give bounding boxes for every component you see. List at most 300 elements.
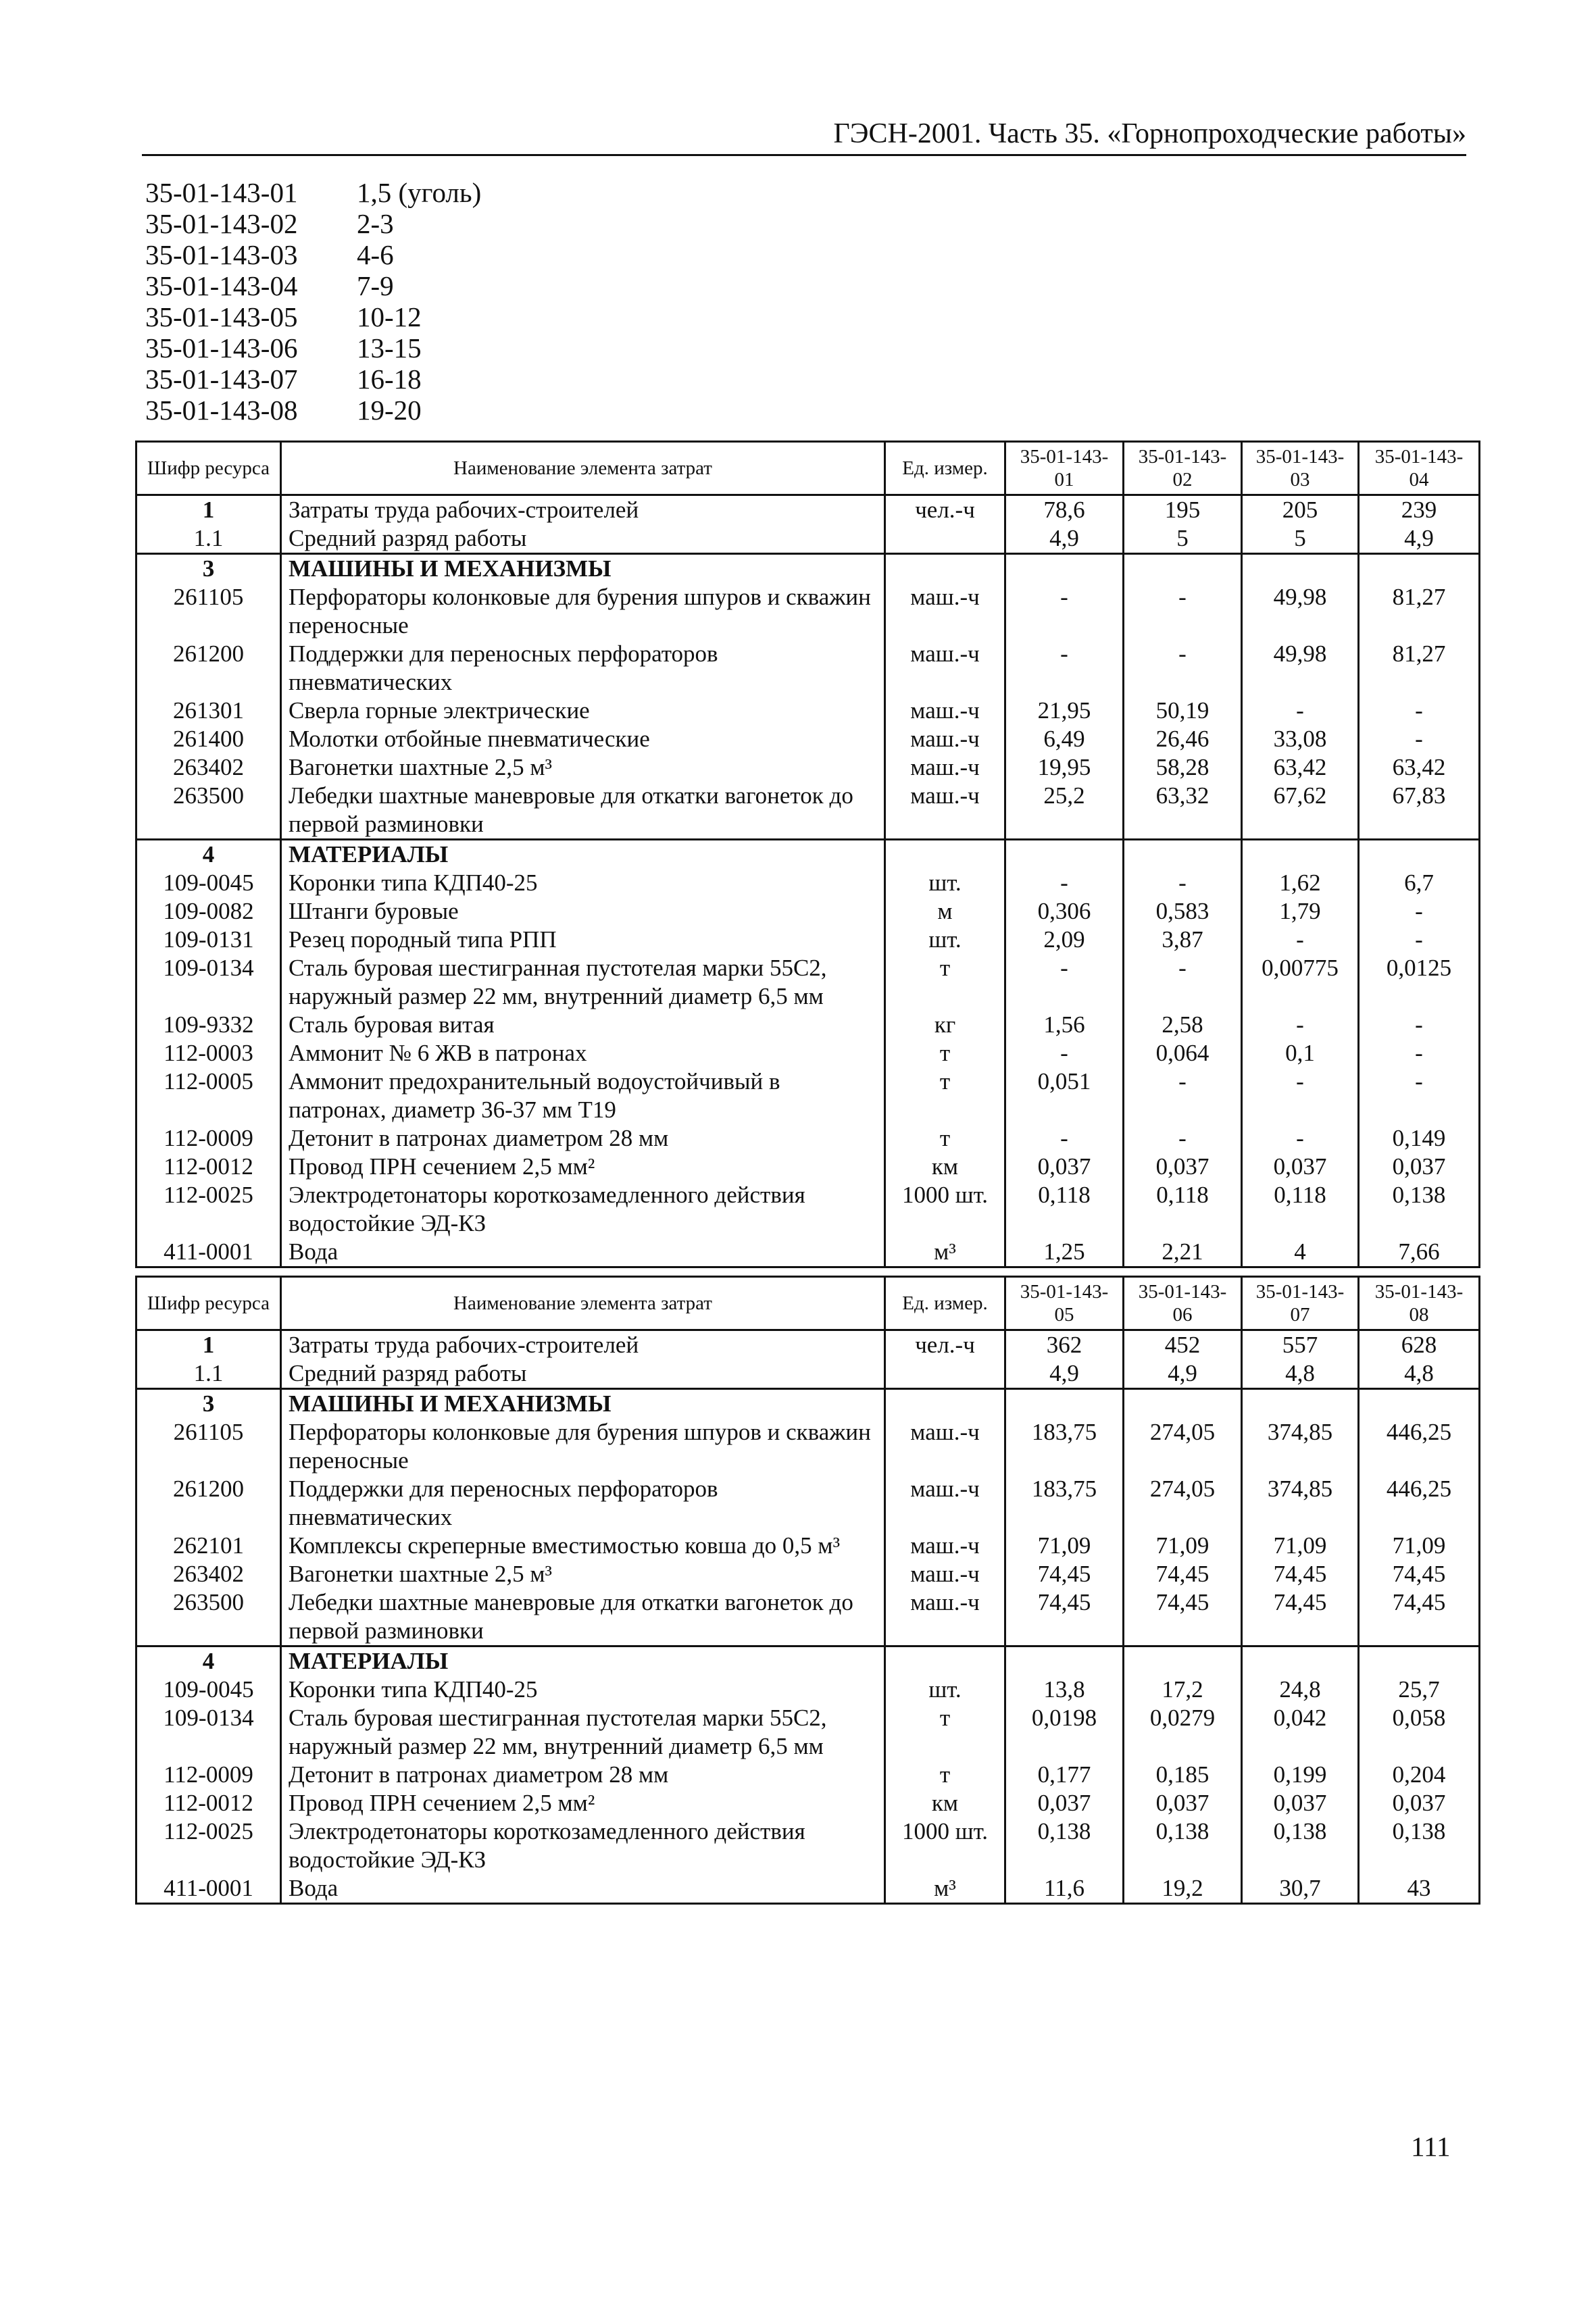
code-row xyxy=(145,332,481,363)
cost-element-name: Коронки типа КДП40-25 xyxy=(281,1676,885,1704)
table-row xyxy=(136,524,1480,554)
table-row xyxy=(136,1124,1480,1153)
code-id: 35-01-143-08 xyxy=(145,395,298,426)
norm-value: 49,98 xyxy=(1242,640,1359,697)
code-range: 7-9 xyxy=(357,270,394,301)
norm-value: 374,85 xyxy=(1242,1418,1359,1475)
norm-value xyxy=(1124,1389,1242,1419)
norm-value: 50,19 xyxy=(1124,697,1242,725)
table-row xyxy=(136,897,1480,926)
unit: 1000 шт. xyxy=(885,1817,1005,1874)
cost-element-name: МАТЕРИАЛЫ xyxy=(281,1646,885,1676)
code-id: 35-01-143-01 xyxy=(145,177,298,208)
norm-value: 25,7 xyxy=(1359,1676,1480,1704)
norm-value: 81,27 xyxy=(1359,583,1480,640)
table-row xyxy=(136,1389,1480,1419)
table-row xyxy=(136,1475,1480,1532)
unit xyxy=(885,554,1005,584)
norm-value: 6,7 xyxy=(1359,869,1480,897)
norm-value: 74,45 xyxy=(1005,1560,1124,1588)
code-id: 35-01-143-03 xyxy=(145,239,298,270)
norm-value: - xyxy=(1005,640,1124,697)
norm-value: 0,118 xyxy=(1124,1181,1242,1238)
norm-value: - xyxy=(1242,697,1359,725)
norm-value: 81,27 xyxy=(1359,640,1480,697)
column-header: Шифр ресурса xyxy=(136,1277,281,1330)
norm-value: 71,09 xyxy=(1124,1532,1242,1560)
norm-value: - xyxy=(1359,697,1480,725)
norm-value: 21,95 xyxy=(1005,697,1124,725)
resource-code: 263500 xyxy=(136,1588,281,1646)
norm-value: 71,09 xyxy=(1359,1532,1480,1560)
norm-value: 0,204 xyxy=(1359,1761,1480,1789)
norm-value: 1,25 xyxy=(1005,1238,1124,1267)
norm-value: 0,0198 xyxy=(1005,1704,1124,1761)
norm-value: 6,49 xyxy=(1005,725,1124,753)
code-id: 35-01-143-05 xyxy=(145,301,298,332)
unit: маш.-ч xyxy=(885,782,1005,840)
norm-value: 4,9 xyxy=(1005,1359,1124,1389)
unit: м³ xyxy=(885,1874,1005,1904)
norm-value: 0,037 xyxy=(1005,1789,1124,1817)
norm-value: 2,09 xyxy=(1005,926,1124,954)
column-header: Наименование элемента затрат xyxy=(281,442,885,495)
unit: м xyxy=(885,897,1005,926)
resource-code: 112-0005 xyxy=(136,1067,281,1124)
norm-value: 74,45 xyxy=(1005,1588,1124,1646)
norm-value: - xyxy=(1359,897,1480,926)
cost-element-name: Затраты труда рабочих-строителей xyxy=(281,495,885,525)
norm-value: 7,66 xyxy=(1359,1238,1480,1267)
unit: 1000 шт. xyxy=(885,1181,1005,1238)
norm-value: - xyxy=(1124,1067,1242,1124)
norm-value: 33,08 xyxy=(1242,725,1359,753)
table-row xyxy=(136,1789,1480,1817)
code-range: 4-6 xyxy=(357,239,394,270)
column-header: 35-01-143-06 xyxy=(1124,1277,1242,1330)
code-id: 35-01-143-04 xyxy=(145,270,298,301)
resource-code: 411-0001 xyxy=(136,1238,281,1267)
code-range: 13-15 xyxy=(357,332,422,363)
cost-element-name: Резец породный типа РПП xyxy=(281,926,885,954)
cost-element-name: МАШИНЫ И МЕХАНИЗМЫ xyxy=(281,554,885,584)
unit: т xyxy=(885,1761,1005,1789)
unit: маш.-ч xyxy=(885,1418,1005,1475)
cost-element-name: Вода xyxy=(281,1238,885,1267)
unit xyxy=(885,840,1005,870)
norm-value: 63,42 xyxy=(1359,753,1480,782)
norm-value: - xyxy=(1005,1039,1124,1067)
table-row xyxy=(136,697,1480,725)
cost-element-name: Перфораторы колонковые для бурения шпуров и скважин переносные xyxy=(281,583,885,640)
norm-value: 446,25 xyxy=(1359,1418,1480,1475)
code-range: 1,5 (уголь) xyxy=(357,177,482,208)
norm-value xyxy=(1124,554,1242,584)
table-row xyxy=(136,1330,1480,1360)
code-row xyxy=(145,301,481,332)
norm-value: 26,46 xyxy=(1124,725,1242,753)
cost-element-name: Провод ПРН сечением 2,5 мм² xyxy=(281,1153,885,1181)
norm-value: 0,177 xyxy=(1005,1761,1124,1789)
resource-code: 263402 xyxy=(136,1560,281,1588)
page-header xyxy=(142,114,1466,156)
norm-value: 205 xyxy=(1242,495,1359,525)
unit: чел.-ч xyxy=(885,495,1005,525)
table-row xyxy=(136,1560,1480,1588)
norm-value: 0,138 xyxy=(1005,1817,1124,1874)
unit: т xyxy=(885,954,1005,1011)
table-header-row xyxy=(136,442,1480,495)
norm-value xyxy=(1242,554,1359,584)
norm-value: - xyxy=(1359,926,1480,954)
table-header-row xyxy=(136,1277,1480,1330)
table-row xyxy=(136,1761,1480,1789)
norm-value: 4,9 xyxy=(1124,1359,1242,1389)
unit: маш.-ч xyxy=(885,697,1005,725)
table-row xyxy=(136,1817,1480,1874)
norm-table-2 xyxy=(135,1276,1480,1905)
cost-element-name: Сталь буровая витая xyxy=(281,1011,885,1039)
column-header: 35-01-143-05 xyxy=(1005,1277,1124,1330)
norm-value: - xyxy=(1005,1124,1124,1153)
resource-code: 109-0134 xyxy=(136,1704,281,1761)
resource-code: 112-0009 xyxy=(136,1124,281,1153)
column-header: 35-01-143-03 xyxy=(1242,442,1359,495)
norm-value xyxy=(1005,1389,1124,1419)
table-row xyxy=(136,1238,1480,1267)
norm-value: 362 xyxy=(1005,1330,1124,1360)
resource-code: 261200 xyxy=(136,1475,281,1532)
table-row xyxy=(136,495,1480,525)
table-row xyxy=(136,1676,1480,1704)
resource-code: 109-0082 xyxy=(136,897,281,926)
cost-element-name: Комплексы скреперные вместимостью ковша до 0,5 м³ xyxy=(281,1532,885,1560)
unit: маш.-ч xyxy=(885,583,1005,640)
table-row xyxy=(136,869,1480,897)
unit: т xyxy=(885,1124,1005,1153)
norm-value: 24,8 xyxy=(1242,1676,1359,1704)
unit xyxy=(885,1389,1005,1419)
cost-element-name: Лебедки шахтные маневровые для откатки вагонеток до первой разминовки xyxy=(281,1588,885,1646)
code-range: 2-3 xyxy=(357,208,394,239)
norm-value: - xyxy=(1005,869,1124,897)
norm-value: 0,1 xyxy=(1242,1039,1359,1067)
code-id: 35-01-143-07 xyxy=(145,363,298,395)
norm-value xyxy=(1005,554,1124,584)
resource-code: 3 xyxy=(136,1389,281,1419)
norm-value: 25,2 xyxy=(1005,782,1124,840)
norm-value xyxy=(1005,1646,1124,1676)
norm-value: 19,95 xyxy=(1005,753,1124,782)
unit: шт. xyxy=(885,926,1005,954)
norm-value: 0,0125 xyxy=(1359,954,1480,1011)
norm-value: 3,87 xyxy=(1124,926,1242,954)
norm-value: 0,118 xyxy=(1242,1181,1359,1238)
norm-value: 4,9 xyxy=(1359,524,1480,554)
table-row xyxy=(136,1039,1480,1067)
table-row xyxy=(136,1532,1480,1560)
norm-value: 1,56 xyxy=(1005,1011,1124,1039)
code-id: 35-01-143-02 xyxy=(145,208,298,239)
norm-value: 1,62 xyxy=(1242,869,1359,897)
resource-code: 411-0001 xyxy=(136,1874,281,1904)
norm-value: 0,051 xyxy=(1005,1067,1124,1124)
norm-value: 74,45 xyxy=(1242,1560,1359,1588)
table-row xyxy=(136,1874,1480,1904)
norm-value: 67,62 xyxy=(1242,782,1359,840)
norm-value xyxy=(1359,1646,1480,1676)
norm-value: 0,149 xyxy=(1359,1124,1480,1153)
norm-value: 2,58 xyxy=(1124,1011,1242,1039)
norm-value: 452 xyxy=(1124,1330,1242,1360)
unit: маш.-ч xyxy=(885,640,1005,697)
norm-value: 274,05 xyxy=(1124,1418,1242,1475)
norm-value: 0,306 xyxy=(1005,897,1124,926)
unit: т xyxy=(885,1067,1005,1124)
norm-value: 0,037 xyxy=(1359,1789,1480,1817)
resource-code: 1 xyxy=(136,1330,281,1360)
norm-value: - xyxy=(1005,954,1124,1011)
cost-element-name: Вагонетки шахтные 2,5 м³ xyxy=(281,753,885,782)
norm-value: 183,75 xyxy=(1005,1475,1124,1532)
code-row xyxy=(145,363,481,395)
cost-element-name: Перфораторы колонковые для бурения шпуров и скважин переносные xyxy=(281,1418,885,1475)
resource-code: 3 xyxy=(136,554,281,584)
unit: м³ xyxy=(885,1238,1005,1267)
norm-value: 49,98 xyxy=(1242,583,1359,640)
unit xyxy=(885,1646,1005,1676)
table-row xyxy=(136,782,1480,840)
cost-element-name: Аммонит предохранительный водоустойчивый в патронах, диаметр 36-37 мм Т19 xyxy=(281,1067,885,1124)
code-row xyxy=(145,270,481,301)
table-row xyxy=(136,725,1480,753)
code-list xyxy=(145,177,481,426)
column-header: Ед. измер. xyxy=(885,442,1005,495)
cost-element-name: Сталь буровая шестигранная пустотелая марки 55С2, наружный размер 22 мм, внутренний диаметр 6,5 мм xyxy=(281,954,885,1011)
unit: км xyxy=(885,1153,1005,1181)
column-header: Ед. измер. xyxy=(885,1277,1005,1330)
cost-element-name: Средний разряд работы xyxy=(281,524,885,554)
column-header: 35-01-143-08 xyxy=(1359,1277,1480,1330)
norm-value xyxy=(1005,840,1124,870)
norm-table-1 xyxy=(135,441,1480,1268)
norm-value: 30,7 xyxy=(1242,1874,1359,1904)
norm-value: 74,45 xyxy=(1359,1560,1480,1588)
norm-value: 0,138 xyxy=(1359,1817,1480,1874)
cost-element-name: Электродетонаторы короткозамедленного действия водостойкие ЭД-КЗ xyxy=(281,1817,885,1874)
norm-value: 0,058 xyxy=(1359,1704,1480,1761)
cost-element-name: Сталь буровая шестигранная пустотелая марки 55С2, наружный размер 22 мм, внутренний диаметр 6,5 мм xyxy=(281,1704,885,1761)
norm-value xyxy=(1124,840,1242,870)
norm-value xyxy=(1242,840,1359,870)
cost-element-name: Детонит в патронах диаметром 28 мм xyxy=(281,1761,885,1789)
table-row xyxy=(136,1646,1480,1676)
unit xyxy=(885,1359,1005,1389)
resource-code: 262101 xyxy=(136,1532,281,1560)
resource-code: 112-0025 xyxy=(136,1181,281,1238)
norm-value: 0,00775 xyxy=(1242,954,1359,1011)
norm-value: - xyxy=(1124,869,1242,897)
norm-value: 4,8 xyxy=(1242,1359,1359,1389)
cost-element-name: МАШИНЫ И МЕХАНИЗМЫ xyxy=(281,1389,885,1419)
norm-value: 628 xyxy=(1359,1330,1480,1360)
cost-element-name: Штанги буровые xyxy=(281,897,885,926)
norm-value: 13,8 xyxy=(1005,1676,1124,1704)
norm-value xyxy=(1242,1389,1359,1419)
table-row xyxy=(136,1067,1480,1124)
norm-value: - xyxy=(1242,1124,1359,1153)
table-row xyxy=(136,753,1480,782)
norm-value: 19,2 xyxy=(1124,1874,1242,1904)
norm-value: 446,25 xyxy=(1359,1475,1480,1532)
norm-value: 0,037 xyxy=(1242,1153,1359,1181)
norm-value: 63,32 xyxy=(1124,782,1242,840)
unit: маш.-ч xyxy=(885,1532,1005,1560)
unit: т xyxy=(885,1039,1005,1067)
unit: шт. xyxy=(885,869,1005,897)
norm-value: 557 xyxy=(1242,1330,1359,1360)
cost-element-name: Вода xyxy=(281,1874,885,1904)
unit: чел.-ч xyxy=(885,1330,1005,1360)
resource-code: 261105 xyxy=(136,1418,281,1475)
cost-element-name: Провод ПРН сечением 2,5 мм² xyxy=(281,1789,885,1817)
page-number: 111 xyxy=(1411,2131,1451,2162)
norm-value: 63,42 xyxy=(1242,753,1359,782)
norm-value: 67,83 xyxy=(1359,782,1480,840)
norm-value: 74,45 xyxy=(1124,1588,1242,1646)
unit: маш.-ч xyxy=(885,753,1005,782)
cost-element-name: Вагонетки шахтные 2,5 м³ xyxy=(281,1560,885,1588)
norm-value: 71,09 xyxy=(1242,1532,1359,1560)
table-row xyxy=(136,1704,1480,1761)
norm-value: 0,037 xyxy=(1124,1789,1242,1817)
norm-value: 11,6 xyxy=(1005,1874,1124,1904)
norm-value: 374,85 xyxy=(1242,1475,1359,1532)
unit: маш.-ч xyxy=(885,1560,1005,1588)
code-id: 35-01-143-06 xyxy=(145,332,298,363)
norm-value: 4,9 xyxy=(1005,524,1124,554)
norm-value xyxy=(1359,840,1480,870)
norm-value: 78,6 xyxy=(1005,495,1124,525)
resource-code: 1 xyxy=(136,495,281,525)
resource-code: 109-0134 xyxy=(136,954,281,1011)
norm-value: 4,8 xyxy=(1359,1359,1480,1389)
column-header: Наименование элемента затрат xyxy=(281,1277,885,1330)
norm-value: 74,45 xyxy=(1359,1588,1480,1646)
resource-code: 261200 xyxy=(136,640,281,697)
norm-value: 74,45 xyxy=(1124,1560,1242,1588)
norm-value: 43 xyxy=(1359,1874,1480,1904)
resource-code: 263500 xyxy=(136,782,281,840)
code-range: 10-12 xyxy=(357,301,422,332)
resource-code: 109-0045 xyxy=(136,1676,281,1704)
norm-value: 0,199 xyxy=(1242,1761,1359,1789)
column-header: 35-01-143-02 xyxy=(1124,442,1242,495)
norm-value: 17,2 xyxy=(1124,1676,1242,1704)
resource-code: 1.1 xyxy=(136,1359,281,1389)
norm-value: - xyxy=(1359,1067,1480,1124)
norm-value: 0,037 xyxy=(1005,1153,1124,1181)
unit: шт. xyxy=(885,1676,1005,1704)
norm-value: - xyxy=(1242,1067,1359,1124)
resource-code: 112-0003 xyxy=(136,1039,281,1067)
resource-code: 261105 xyxy=(136,583,281,640)
norm-value xyxy=(1124,1646,1242,1676)
cost-element-name: Средний разряд работы xyxy=(281,1359,885,1389)
norm-value: 0,064 xyxy=(1124,1039,1242,1067)
unit: маш.-ч xyxy=(885,1588,1005,1646)
unit: маш.-ч xyxy=(885,1475,1005,1532)
norm-value: 0,037 xyxy=(1242,1789,1359,1817)
column-header: 35-01-143-07 xyxy=(1242,1277,1359,1330)
code-range: 16-18 xyxy=(357,363,422,395)
norm-value: 74,45 xyxy=(1242,1588,1359,1646)
cost-element-name: Аммонит № 6 ЖВ в патронах xyxy=(281,1039,885,1067)
norm-value xyxy=(1359,1389,1480,1419)
norm-value: - xyxy=(1242,926,1359,954)
norm-value xyxy=(1359,554,1480,584)
norm-value: 4 xyxy=(1242,1238,1359,1267)
norm-value: 0,118 xyxy=(1005,1181,1124,1238)
norm-value: 71,09 xyxy=(1005,1532,1124,1560)
norm-value: - xyxy=(1359,725,1480,753)
code-row xyxy=(145,208,481,239)
code-row xyxy=(145,395,481,426)
norm-value: - xyxy=(1124,1124,1242,1153)
norm-value: 58,28 xyxy=(1124,753,1242,782)
header-title: ГЭСН-2001. Часть 35. «Горнопроходческие работы» xyxy=(833,118,1466,149)
table-row xyxy=(136,1588,1480,1646)
norm-value: - xyxy=(1124,583,1242,640)
norm-value: 2,21 xyxy=(1124,1238,1242,1267)
norm-value: 239 xyxy=(1359,495,1480,525)
unit: маш.-ч xyxy=(885,725,1005,753)
cost-element-name: Сверла горные электрические xyxy=(281,697,885,725)
resource-code: 112-0025 xyxy=(136,1817,281,1874)
unit: кг xyxy=(885,1011,1005,1039)
table-row xyxy=(136,1153,1480,1181)
resource-code: 112-0012 xyxy=(136,1153,281,1181)
column-header: 35-01-143-04 xyxy=(1359,442,1480,495)
unit: км xyxy=(885,1789,1005,1817)
table-row xyxy=(136,840,1480,870)
cost-element-name: Молотки отбойные пневматические xyxy=(281,725,885,753)
cost-element-name: Поддержки для переносных перфораторов пневматических xyxy=(281,1475,885,1532)
table-row xyxy=(136,554,1480,584)
cost-element-name: Лебедки шахтные маневровые для откатки вагонеток до первой разминовки xyxy=(281,782,885,840)
unit xyxy=(885,524,1005,554)
norm-value xyxy=(1242,1646,1359,1676)
code-range: 19-20 xyxy=(357,395,422,426)
resource-code: 261400 xyxy=(136,725,281,753)
table-row xyxy=(136,1011,1480,1039)
table-row xyxy=(136,926,1480,954)
table-row xyxy=(136,1181,1480,1238)
norm-value: 0,037 xyxy=(1124,1153,1242,1181)
norm-value: - xyxy=(1359,1039,1480,1067)
resource-code: 261301 xyxy=(136,697,281,725)
resource-code: 4 xyxy=(136,1646,281,1676)
resource-code: 1.1 xyxy=(136,524,281,554)
norm-value: - xyxy=(1124,640,1242,697)
norm-value: 274,05 xyxy=(1124,1475,1242,1532)
norm-value: 0,138 xyxy=(1359,1181,1480,1238)
norm-value: 0,185 xyxy=(1124,1761,1242,1789)
resource-code: 112-0009 xyxy=(136,1761,281,1789)
norm-value: 0,138 xyxy=(1242,1817,1359,1874)
norm-value: 0,0279 xyxy=(1124,1704,1242,1761)
norm-value: - xyxy=(1242,1011,1359,1039)
